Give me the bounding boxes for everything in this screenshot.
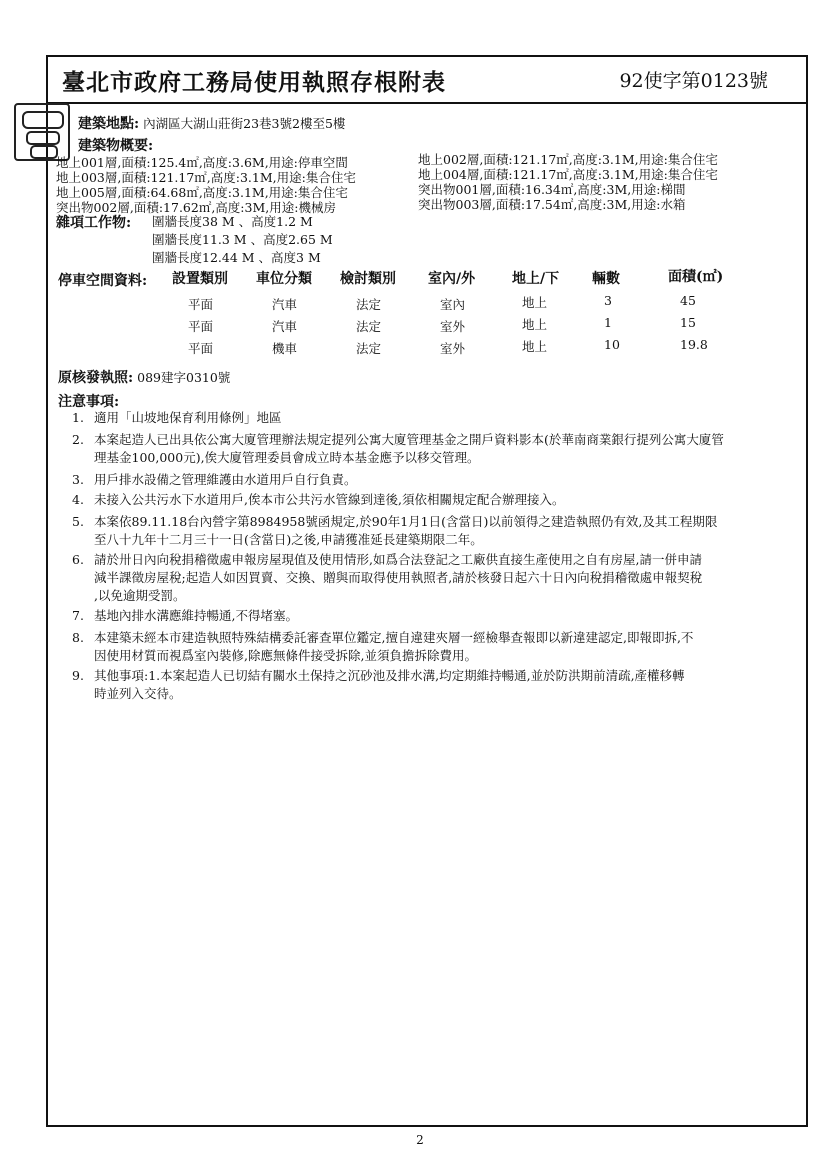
note-item: 8. 本建築未經本市建造執照特殊結構委託審查單位鑑定,擅自違建夾層一經檢舉查報即以新違建認定,即報即拆,不 因使用材質而視爲室內裝修,除應無條件接受拆除,並須負擔拆除費用。 [72,630,694,663]
building-floor-right: 地上004層,面積:121.17㎡,高度:3.1M,用途:集合住宅 [418,167,718,182]
misc-work-item: 圍牆長度38 M 、高度1.2 M [152,214,313,229]
notes-label: 注意事項: [58,394,120,410]
parking-cell: 汽車 [272,297,298,312]
original-permit-label: 原核發執照: [58,370,134,386]
page-number: 2 [416,1133,424,1147]
note-item: 3. 用戶排水設備之管理維護由水道用戶自行負責。 [72,472,357,487]
parking-cell: 10 [604,337,620,352]
parking-cell: 19.8 [680,337,708,352]
parking-cell: 15 [680,315,696,330]
parking-header: 設置類別 [172,271,228,287]
parking-cell: 平面 [188,319,214,334]
misc-work-item: 圍牆長度11.3 M 、高度2.65 M [152,232,333,247]
building-floor-left: 地上005層,面積:64.68㎡,高度:3.1M,用途:集合住宅 [56,185,348,200]
document-title: 臺北市政府工務局使用執照存根附表 [62,69,446,96]
building-overview-label: 建築物概要: [78,138,154,154]
parking-cell: 法定 [356,319,382,334]
parking-cell: 機車 [272,341,298,356]
note-item: 6. 請於卅日內向稅捐稽徵處申報房屋現值及使用情形,如爲合法登記之工廠供直接生產使用之自有房屋,請一併申請 減半課徵房屋稅;起造人如因買賣、交換、贈與而取得使用執照者,請於核發日起六十日內向稅捐稽徵處申報契稅 ,以免逾期受罰。 [72,552,703,603]
site-label: 建築地點: [78,116,140,132]
misc-work-item: 圍牆長度12.44 M 、高度3 M [152,250,321,265]
permit-number: 92使字第0123號 [619,70,768,92]
parking-header: 室內/外 [428,271,476,287]
building-floor-left: 突出物002層,面積:17.62㎡,高度:3M,用途:機械房 [56,200,336,215]
header-row [48,57,806,104]
note-item: 5. 本案依89.11.18台內營字第8984958號函規定,於90年1月1日(含當日)以前領得之建造執照仍有效,及其工程期限 至八十九年十二月三十一日(含當日)之後,申請獲准延長建築期限二年。 [72,514,718,547]
parking-header: 地上/下 [512,271,560,287]
parking-cell: 汽車 [272,319,298,334]
note-item: 1. 適用「山坡地保育利用條例」地區 [72,410,282,425]
document-frame [46,55,808,1127]
parking-header: 輛數 [592,271,620,287]
parking-cell: 法定 [356,341,382,356]
parking-cell: 地上 [522,339,548,354]
misc-works-label: 雜項工作物: [56,215,132,231]
parking-cell: 地上 [522,295,548,310]
original-permit-value: 089建字0310號 [137,370,231,385]
parking-cell: 室外 [440,319,466,334]
parking-cell: 法定 [356,297,382,312]
building-floor-right: 突出物001層,面積:16.34㎡,高度:3M,用途:梯間 [418,182,686,197]
parking-cell: 室外 [440,341,466,356]
parking-cell: 平面 [188,341,214,356]
note-item: 7. 基地內排水溝應維持暢通,不得堵塞。 [72,608,298,623]
parking-cell: 地上 [522,317,548,332]
parking-cell: 3 [604,293,612,308]
original-permit-row [58,367,230,387]
site-value: 內湖區大湖山莊街23巷3號2樓至5樓 [143,116,346,131]
site-row [78,113,345,133]
note-item: 9. 其他事項:1.本案起造人已切結有關水土保持之沉砂池及排水溝,均定期維持暢通,並於防洪期前清疏,產權移轉 時並列入交待。 [72,668,685,701]
building-floor-left: 地上003層,面積:121.17㎡,高度:3.1M,用途:集合住宅 [56,170,356,185]
building-floor-left: 地上001層,面積:125.4㎡,高度:3.6M,用途:停車空間 [56,155,348,170]
parking-label: 停車空間資料: [58,273,148,289]
building-floor-right: 突出物003層,面積:17.54㎡,高度:3M,用途:水箱 [418,197,686,212]
parking-header: 面積(㎡) [668,269,724,285]
parking-cell: 45 [680,293,696,308]
note-item: 4. 未接入公共污水下水道用戶,俟本市公共污水管線到達後,須依相關規定配合辦理接入。 [72,492,565,507]
note-item: 2. 本案起造人已出具依公寓大廈管理辦法規定提列公寓大廈管理基金之開戶資料影本(於華南商業銀行提列公寓大廈管 理基金100,000元),俟大廈管理委員會成立時本基金應予以移交管理。 [72,432,724,465]
parking-header: 車位分類 [256,271,312,287]
parking-cell: 平面 [188,297,214,312]
parking-cell: 1 [604,315,612,330]
parking-cell: 室內 [440,297,466,312]
parking-header: 檢討類別 [340,271,396,287]
building-floor-right: 地上002層,面積:121.17㎡,高度:3.1M,用途:集合住宅 [418,152,718,167]
